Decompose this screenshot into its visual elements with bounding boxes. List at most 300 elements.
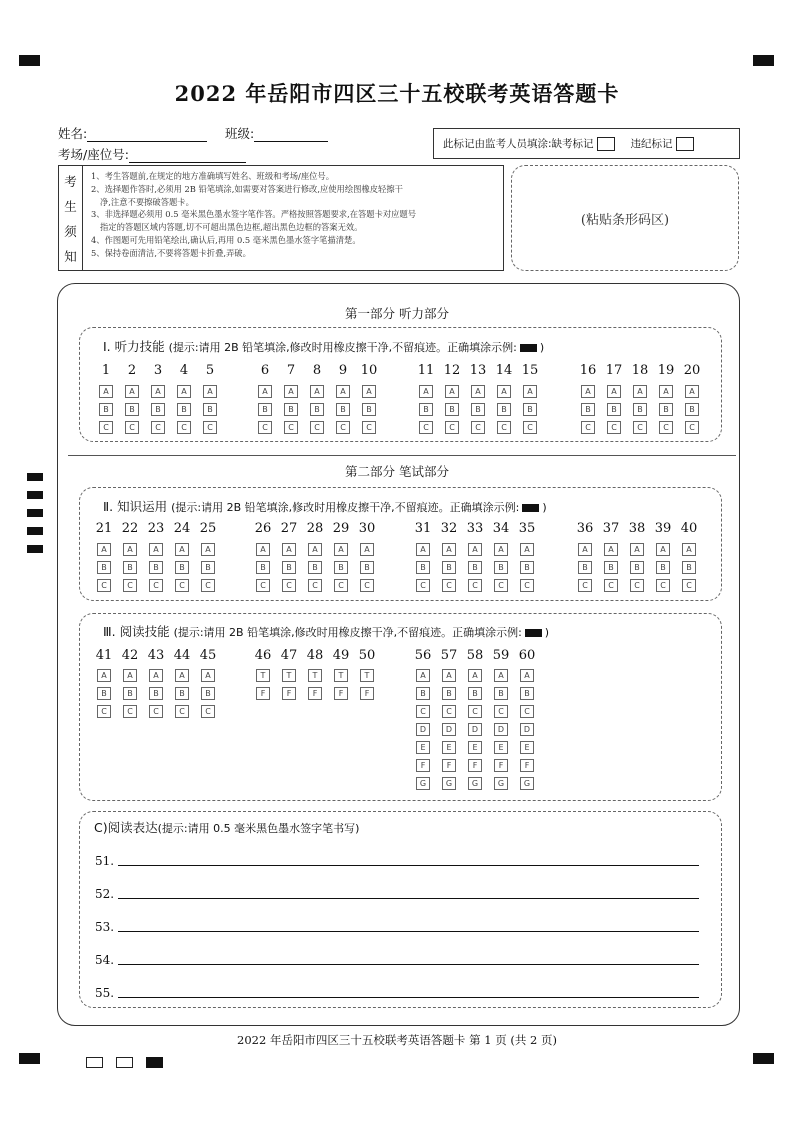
option-bubble-c[interactable]: C bbox=[149, 705, 163, 718]
room-seat-field[interactable] bbox=[58, 145, 246, 163]
answer-line-55[interactable] bbox=[95, 980, 699, 1000]
option-bubble-a[interactable]: A bbox=[201, 669, 215, 682]
side-mark-2 bbox=[27, 491, 43, 499]
room-seat-label: 考场/座位号: bbox=[58, 147, 129, 162]
option-bubble-b[interactable]: B bbox=[362, 403, 376, 416]
option-bubble-f[interactable]: F bbox=[256, 687, 270, 700]
option-bubble-b[interactable]: B bbox=[99, 403, 113, 416]
writing-line[interactable] bbox=[118, 931, 699, 932]
notice-char: 须 bbox=[64, 223, 77, 239]
candidate-notice bbox=[58, 165, 504, 271]
option-bubble-c[interactable]: C bbox=[336, 421, 350, 434]
page-title: 2022 年岳阳市四区三十五校联考英语答题卡 bbox=[174, 81, 620, 106]
option-bubble-c[interactable]: C bbox=[258, 421, 272, 434]
question-number: 8 bbox=[312, 363, 322, 378]
option-bubble-c[interactable]: C bbox=[416, 705, 430, 718]
option-bubble-a[interactable]: A bbox=[520, 543, 534, 556]
option-bubble-c[interactable]: C bbox=[334, 579, 348, 592]
line-number: 51. bbox=[95, 854, 115, 868]
option-bubble-a[interactable]: A bbox=[419, 385, 433, 398]
option-bubble-g[interactable]: G bbox=[468, 777, 482, 790]
option-bubble-c[interactable]: C bbox=[494, 579, 508, 592]
option-bubble-b[interactable]: B bbox=[149, 687, 163, 700]
option-bubble-c[interactable]: C bbox=[630, 579, 644, 592]
option-bubble-c[interactable]: C bbox=[581, 421, 595, 434]
fill-example-icon bbox=[522, 504, 539, 512]
option-bubble-b[interactable]: B bbox=[419, 403, 433, 416]
option-bubble-f[interactable]: F bbox=[468, 759, 482, 772]
option-bubble-a[interactable]: A bbox=[336, 385, 350, 398]
question-number: 26 bbox=[254, 521, 272, 536]
option-bubble-a[interactable]: A bbox=[659, 385, 673, 398]
question-number: 56 bbox=[414, 648, 432, 663]
option-bubble-c[interactable]: C bbox=[471, 421, 485, 434]
option-bubble-a[interactable]: A bbox=[630, 543, 644, 556]
answer-line-52[interactable] bbox=[95, 881, 699, 901]
option-bubble-a[interactable]: A bbox=[123, 543, 137, 556]
option-bubble-e[interactable]: E bbox=[520, 741, 534, 754]
option-bubble-c[interactable]: C bbox=[523, 421, 537, 434]
question-number: 3 bbox=[153, 363, 163, 378]
option-bubble-b[interactable]: B bbox=[656, 561, 670, 574]
option-bubble-c[interactable]: C bbox=[123, 705, 137, 718]
proctor-mark-box bbox=[433, 128, 740, 159]
option-bubble-a[interactable]: A bbox=[203, 385, 217, 398]
registration-mark-bottom-left bbox=[19, 1053, 40, 1064]
option-bubble-e[interactable]: E bbox=[442, 741, 456, 754]
option-bubble-f[interactable]: F bbox=[360, 687, 374, 700]
option-bubble-b[interactable]: B bbox=[494, 687, 508, 700]
registration-mark-top-left bbox=[19, 55, 40, 66]
written-title bbox=[94, 818, 359, 836]
option-bubble-b[interactable]: B bbox=[494, 561, 508, 574]
question-number: 11 bbox=[417, 363, 435, 378]
option-bubble-b[interactable]: B bbox=[633, 403, 647, 416]
notice-rule: 2、选择题作答时,必须用 2B 铅笔填涂,如需要对答案进行修改,应使用绘图橡皮轻擦干 bbox=[91, 183, 403, 194]
option-bubble-a[interactable]: A bbox=[656, 543, 670, 556]
question-number: 7 bbox=[286, 363, 296, 378]
question-number: 2 bbox=[127, 363, 137, 378]
question-number: 47 bbox=[280, 648, 298, 663]
question-number: 22 bbox=[121, 521, 139, 536]
option-bubble-b[interactable]: B bbox=[308, 561, 322, 574]
question-number: 37 bbox=[602, 521, 620, 536]
question-number: 19 bbox=[657, 363, 675, 378]
written-title-text: C)阅读表达 bbox=[94, 820, 158, 835]
option-bubble-a[interactable]: A bbox=[468, 669, 482, 682]
question-number: 41 bbox=[95, 648, 113, 663]
option-bubble-b[interactable]: B bbox=[284, 403, 298, 416]
option-bubble-a[interactable]: A bbox=[471, 385, 485, 398]
option-bubble-b[interactable]: B bbox=[468, 561, 482, 574]
option-bubble-f[interactable]: F bbox=[416, 759, 430, 772]
question-number: 27 bbox=[280, 521, 298, 536]
option-bubble-b[interactable]: B bbox=[203, 403, 217, 416]
answer-line-54[interactable] bbox=[95, 947, 699, 967]
absent-checkbox[interactable] bbox=[597, 137, 615, 151]
question-number: 23 bbox=[147, 521, 165, 536]
option-bubble-t[interactable]: T bbox=[282, 669, 296, 682]
option-bubble-c[interactable]: C bbox=[201, 705, 215, 718]
option-bubble-b[interactable]: B bbox=[578, 561, 592, 574]
option-bubble-b[interactable]: B bbox=[282, 561, 296, 574]
notice-rules bbox=[91, 170, 499, 260]
option-bubble-c[interactable]: C bbox=[659, 421, 673, 434]
option-bubble-a[interactable]: A bbox=[175, 543, 189, 556]
question-number: 10 bbox=[360, 363, 378, 378]
option-bubble-c[interactable]: C bbox=[125, 421, 139, 434]
question-number: 57 bbox=[440, 648, 458, 663]
question-number: 1 bbox=[101, 363, 111, 378]
option-bubble-c[interactable]: C bbox=[360, 579, 374, 592]
option-bubble-c[interactable]: C bbox=[604, 579, 618, 592]
question-number: 20 bbox=[683, 363, 701, 378]
fill-example-icon bbox=[520, 344, 537, 352]
option-bubble-c[interactable]: C bbox=[97, 579, 111, 592]
option-bubble-d[interactable]: D bbox=[468, 723, 482, 736]
question-number: 15 bbox=[521, 363, 539, 378]
option-bubble-b[interactable]: B bbox=[175, 687, 189, 700]
violation-checkbox[interactable] bbox=[676, 137, 694, 151]
answer-line-51[interactable] bbox=[95, 848, 699, 868]
option-bubble-c[interactable]: C bbox=[468, 705, 482, 718]
writing-line[interactable] bbox=[118, 997, 699, 998]
option-bubble-c[interactable]: C bbox=[97, 705, 111, 718]
option-bubble-a[interactable]: A bbox=[468, 543, 482, 556]
option-bubble-e[interactable]: E bbox=[416, 741, 430, 754]
option-bubble-t[interactable]: T bbox=[308, 669, 322, 682]
option-bubble-c[interactable]: C bbox=[123, 579, 137, 592]
option-bubble-a[interactable]: A bbox=[578, 543, 592, 556]
option-bubble-d[interactable]: D bbox=[416, 723, 430, 736]
option-bubble-b[interactable]: B bbox=[97, 687, 111, 700]
knowledge-title-text: Ⅱ. 知识运用 bbox=[103, 499, 168, 514]
option-bubble-a[interactable]: A bbox=[151, 385, 165, 398]
question-number: 38 bbox=[628, 521, 646, 536]
notice-rule: 净,注意不要擦破答题卡。 bbox=[100, 196, 194, 207]
option-bubble-a[interactable]: A bbox=[682, 543, 696, 556]
option-bubble-b[interactable]: B bbox=[258, 403, 272, 416]
question-number: 31 bbox=[414, 521, 432, 536]
notice-rule: 1、考生答题前,在规定的地方准确填写姓名、班级和考场/座位号。 bbox=[91, 171, 335, 181]
option-bubble-b[interactable]: B bbox=[607, 403, 621, 416]
notice-char: 考 bbox=[64, 173, 77, 189]
option-bubble-a[interactable]: A bbox=[282, 543, 296, 556]
option-bubble-a[interactable]: A bbox=[201, 543, 215, 556]
option-bubble-b[interactable]: B bbox=[604, 561, 618, 574]
option-bubble-b[interactable]: B bbox=[685, 403, 699, 416]
question-number: 44 bbox=[173, 648, 191, 663]
option-bubble-b[interactable]: B bbox=[360, 561, 374, 574]
option-bubble-b[interactable]: B bbox=[471, 403, 485, 416]
question-number: 18 bbox=[631, 363, 649, 378]
name-label: 姓名: bbox=[58, 126, 88, 141]
option-bubble-c[interactable]: C bbox=[607, 421, 621, 434]
option-bubble-c[interactable]: C bbox=[201, 579, 215, 592]
option-bubble-b[interactable]: B bbox=[334, 561, 348, 574]
option-bubble-c[interactable]: C bbox=[177, 421, 191, 434]
name-input-line[interactable] bbox=[87, 129, 207, 142]
option-bubble-t[interactable]: T bbox=[360, 669, 374, 682]
option-bubble-a[interactable]: A bbox=[497, 385, 511, 398]
option-bubble-b[interactable]: B bbox=[468, 687, 482, 700]
question-number: 5 bbox=[205, 363, 215, 378]
question-number: 21 bbox=[95, 521, 113, 536]
option-bubble-c[interactable]: C bbox=[256, 579, 270, 592]
option-bubble-c[interactable]: C bbox=[494, 705, 508, 718]
option-bubble-a[interactable]: A bbox=[149, 669, 163, 682]
side-mark-3 bbox=[27, 509, 43, 517]
question-number: 14 bbox=[495, 363, 513, 378]
option-bubble-b[interactable]: B bbox=[581, 403, 595, 416]
listening-title bbox=[103, 337, 544, 355]
notice-char: 知 bbox=[64, 248, 77, 264]
class-field[interactable] bbox=[225, 124, 328, 142]
option-bubble-b[interactable]: B bbox=[149, 561, 163, 574]
notice-rule: 指定的答题区域内答题,切不可超出黑色边框,超出黑色边框的答案无效。 bbox=[100, 222, 363, 233]
option-bubble-a[interactable]: A bbox=[604, 543, 618, 556]
option-bubble-b[interactable]: B bbox=[523, 403, 537, 416]
notice-label bbox=[59, 166, 83, 270]
option-bubble-a[interactable]: A bbox=[125, 385, 139, 398]
option-bubble-b[interactable]: B bbox=[175, 561, 189, 574]
page-footer: 2022 年岳阳市四区三十五校联考英语答题卡 第 1 页 (共 2 页) bbox=[237, 1033, 557, 1047]
option-bubble-b[interactable]: B bbox=[497, 403, 511, 416]
option-bubble-t[interactable]: T bbox=[256, 669, 270, 682]
question-number: 9 bbox=[338, 363, 348, 378]
option-bubble-a[interactable]: A bbox=[523, 385, 537, 398]
option-bubble-b[interactable]: B bbox=[151, 403, 165, 416]
knowledge-title bbox=[103, 497, 547, 515]
option-bubble-d[interactable]: D bbox=[520, 723, 534, 736]
option-bubble-c[interactable]: C bbox=[682, 579, 696, 592]
option-bubble-c[interactable]: C bbox=[284, 421, 298, 434]
question-number: 35 bbox=[518, 521, 536, 536]
option-bubble-g[interactable]: G bbox=[520, 777, 534, 790]
question-number: 17 bbox=[605, 363, 623, 378]
option-bubble-a[interactable]: A bbox=[416, 543, 430, 556]
option-bubble-b[interactable]: B bbox=[520, 561, 534, 574]
option-bubble-c[interactable]: C bbox=[149, 579, 163, 592]
question-number: 39 bbox=[654, 521, 672, 536]
option-bubble-f[interactable]: F bbox=[520, 759, 534, 772]
option-bubble-b[interactable]: B bbox=[177, 403, 191, 416]
written-section bbox=[79, 811, 722, 1008]
option-bubble-a[interactable]: A bbox=[258, 385, 272, 398]
option-bubble-d[interactable]: D bbox=[442, 723, 456, 736]
option-bubble-b[interactable]: B bbox=[416, 687, 430, 700]
option-bubble-f[interactable]: F bbox=[442, 759, 456, 772]
writing-line[interactable] bbox=[118, 964, 699, 965]
option-bubble-a[interactable]: A bbox=[442, 543, 456, 556]
option-bubble-a[interactable]: A bbox=[177, 385, 191, 398]
writing-line[interactable] bbox=[118, 865, 699, 866]
notice-rule: 3、非选择题必须用 0.5 毫米黑色墨水签字笔作答。严格按照答题要求,在答题卡对应题号 bbox=[91, 209, 417, 220]
option-bubble-a[interactable]: A bbox=[362, 385, 376, 398]
option-bubble-b[interactable]: B bbox=[123, 561, 137, 574]
question-number: 45 bbox=[199, 648, 217, 663]
option-bubble-b[interactable]: B bbox=[201, 687, 215, 700]
part2-heading: 第二部分 笔试部分 bbox=[345, 464, 449, 479]
side-mark-4 bbox=[27, 527, 43, 535]
option-bubble-a[interactable]: A bbox=[284, 385, 298, 398]
question-number: 28 bbox=[306, 521, 324, 536]
option-bubble-g[interactable]: G bbox=[416, 777, 430, 790]
option-bubble-b[interactable]: B bbox=[125, 403, 139, 416]
option-bubble-c[interactable]: C bbox=[416, 579, 430, 592]
page-indicator-box-1 bbox=[86, 1057, 103, 1068]
name-field[interactable] bbox=[58, 124, 207, 142]
question-number: 36 bbox=[576, 521, 594, 536]
room-seat-input-line[interactable] bbox=[129, 150, 246, 163]
option-bubble-e[interactable]: E bbox=[468, 741, 482, 754]
option-bubble-c[interactable]: C bbox=[520, 579, 534, 592]
fill-example-icon bbox=[525, 629, 542, 637]
option-bubble-c[interactable]: C bbox=[520, 705, 534, 718]
notice-rule: 4、作图题可先用铅笔绘出,确认后,再用 0.5 毫米黑色墨水签字笔描清楚。 bbox=[91, 234, 361, 245]
option-bubble-b[interactable]: B bbox=[256, 561, 270, 574]
question-number: 60 bbox=[518, 648, 536, 663]
line-number: 55. bbox=[95, 986, 115, 1000]
option-bubble-f[interactable]: F bbox=[308, 687, 322, 700]
option-bubble-c[interactable]: C bbox=[442, 579, 456, 592]
option-bubble-a[interactable]: A bbox=[360, 543, 374, 556]
question-number: 24 bbox=[173, 521, 191, 536]
option-bubble-e[interactable]: E bbox=[494, 741, 508, 754]
option-bubble-a[interactable]: A bbox=[442, 669, 456, 682]
question-number: 6 bbox=[260, 363, 270, 378]
question-number: 58 bbox=[466, 648, 484, 663]
option-bubble-a[interactable]: A bbox=[633, 385, 647, 398]
hint-end: ) bbox=[542, 501, 547, 514]
option-bubble-c[interactable]: C bbox=[468, 579, 482, 592]
part1-heading: 第一部分 听力部分 bbox=[345, 306, 449, 321]
question-number: 33 bbox=[466, 521, 484, 536]
question-number: 12 bbox=[443, 363, 461, 378]
option-bubble-a[interactable]: A bbox=[581, 385, 595, 398]
hint-end: ) bbox=[544, 626, 550, 639]
option-bubble-f[interactable]: F bbox=[334, 687, 348, 700]
option-bubble-a[interactable]: A bbox=[308, 543, 322, 556]
option-bubble-c[interactable]: C bbox=[578, 579, 592, 592]
written-hint: (提示:请用 0.5 毫米黑色墨水签字笔书写) bbox=[157, 822, 360, 835]
knowledge-hint: (提示:请用 2B 铅笔填涂,修改时用橡皮擦干净,不留痕迹。正确填涂示例: bbox=[171, 501, 520, 514]
question-number: 49 bbox=[332, 648, 350, 663]
option-bubble-c[interactable]: C bbox=[203, 421, 217, 434]
option-bubble-c[interactable]: C bbox=[497, 421, 511, 434]
option-bubble-f[interactable]: F bbox=[494, 759, 508, 772]
registration-mark-bottom-right bbox=[753, 1053, 774, 1064]
option-bubble-g[interactable]: G bbox=[494, 777, 508, 790]
option-bubble-b[interactable]: B bbox=[310, 403, 324, 416]
option-bubble-d[interactable]: D bbox=[494, 723, 508, 736]
side-mark-5 bbox=[27, 545, 43, 553]
option-bubble-a[interactable]: A bbox=[97, 543, 111, 556]
registration-mark-top-right bbox=[753, 55, 774, 66]
notice-rule: 5、保持卷面清洁,不要将答题卡折叠,弄破。 bbox=[91, 247, 251, 258]
question-number: 34 bbox=[492, 521, 510, 536]
option-bubble-b[interactable]: B bbox=[630, 561, 644, 574]
option-bubble-c[interactable]: C bbox=[175, 705, 189, 718]
option-bubble-b[interactable]: B bbox=[520, 687, 534, 700]
option-bubble-c[interactable]: C bbox=[445, 421, 459, 434]
option-bubble-a[interactable]: A bbox=[310, 385, 324, 398]
option-bubble-b[interactable]: B bbox=[97, 561, 111, 574]
absent-label: 缺考标记 bbox=[551, 138, 594, 150]
option-bubble-c[interactable]: C bbox=[99, 421, 113, 434]
option-bubble-c[interactable]: C bbox=[175, 579, 189, 592]
option-bubble-b[interactable]: B bbox=[123, 687, 137, 700]
line-number: 53. bbox=[95, 920, 115, 934]
option-bubble-a[interactable]: A bbox=[445, 385, 459, 398]
option-bubble-c[interactable]: C bbox=[633, 421, 647, 434]
line-number: 54. bbox=[95, 953, 115, 967]
question-number: 25 bbox=[199, 521, 217, 536]
violation-label: 违纪标记 bbox=[630, 138, 673, 150]
option-bubble-a[interactable]: A bbox=[97, 669, 111, 682]
option-bubble-g[interactable]: G bbox=[442, 777, 456, 790]
option-bubble-c[interactable]: C bbox=[442, 705, 456, 718]
option-bubble-c[interactable]: C bbox=[308, 579, 322, 592]
option-bubble-a[interactable]: A bbox=[607, 385, 621, 398]
reading-title-text: Ⅲ. 阅读技能 bbox=[103, 624, 170, 639]
question-number: 4 bbox=[179, 363, 189, 378]
option-bubble-a[interactable]: A bbox=[494, 543, 508, 556]
option-bubble-c[interactable]: C bbox=[656, 579, 670, 592]
listening-title-text: Ⅰ. 听力技能 bbox=[103, 339, 165, 354]
option-bubble-c[interactable]: C bbox=[310, 421, 324, 434]
option-bubble-b[interactable]: B bbox=[336, 403, 350, 416]
option-bubble-a[interactable]: A bbox=[123, 669, 137, 682]
option-bubble-b[interactable]: B bbox=[201, 561, 215, 574]
option-bubble-a[interactable]: A bbox=[416, 669, 430, 682]
barcode-area bbox=[511, 165, 739, 271]
option-bubble-c[interactable]: C bbox=[282, 579, 296, 592]
option-bubble-b[interactable]: B bbox=[682, 561, 696, 574]
option-bubble-f[interactable]: F bbox=[282, 687, 296, 700]
option-bubble-a[interactable]: A bbox=[175, 669, 189, 682]
option-bubble-b[interactable]: B bbox=[416, 561, 430, 574]
option-bubble-t[interactable]: T bbox=[334, 669, 348, 682]
option-bubble-c[interactable]: C bbox=[685, 421, 699, 434]
option-bubble-a[interactable]: A bbox=[149, 543, 163, 556]
question-number: 13 bbox=[469, 363, 487, 378]
option-bubble-c[interactable]: C bbox=[419, 421, 433, 434]
option-bubble-a[interactable]: A bbox=[99, 385, 113, 398]
option-bubble-a[interactable]: A bbox=[520, 669, 534, 682]
answer-line-53[interactable] bbox=[95, 914, 699, 934]
question-number: 59 bbox=[492, 648, 510, 663]
option-bubble-a[interactable]: A bbox=[685, 385, 699, 398]
hint-end: ) bbox=[539, 341, 545, 354]
option-bubble-a[interactable]: A bbox=[334, 543, 348, 556]
option-bubble-a[interactable]: A bbox=[494, 669, 508, 682]
writing-line[interactable] bbox=[118, 898, 699, 899]
listening-hint: (提示:请用 2B 铅笔填涂,修改时用橡皮擦干净,不留痕迹。正确填涂示例: bbox=[168, 341, 517, 354]
option-bubble-a[interactable]: A bbox=[256, 543, 270, 556]
option-bubble-b[interactable]: B bbox=[442, 687, 456, 700]
question-number: 46 bbox=[254, 648, 272, 663]
question-number: 43 bbox=[147, 648, 165, 663]
option-bubble-b[interactable]: B bbox=[659, 403, 673, 416]
page-indicator-filled bbox=[146, 1057, 163, 1068]
option-bubble-c[interactable]: C bbox=[151, 421, 165, 434]
option-bubble-b[interactable]: B bbox=[442, 561, 456, 574]
question-number: 42 bbox=[121, 648, 139, 663]
class-input-line[interactable] bbox=[254, 129, 328, 142]
option-bubble-b[interactable]: B bbox=[445, 403, 459, 416]
option-bubble-c[interactable]: C bbox=[362, 421, 376, 434]
